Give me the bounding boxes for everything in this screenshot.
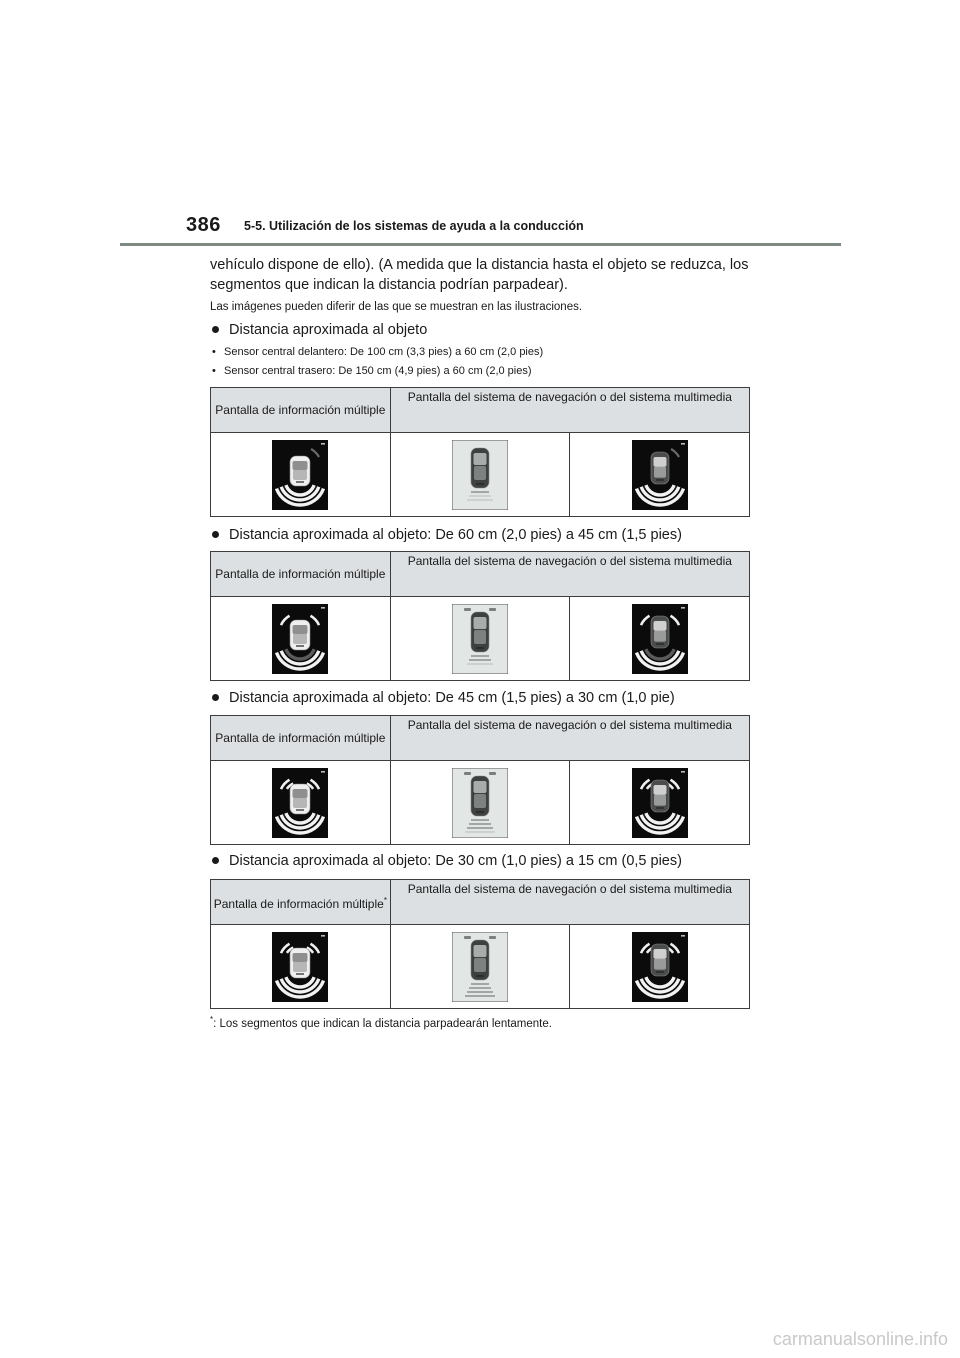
car-icon [471, 612, 489, 652]
car-icon [651, 780, 669, 812]
indicator-table [210, 715, 750, 845]
parking-sensor-nav-dark-display [632, 768, 688, 838]
car-roof [474, 630, 486, 644]
navigation-display-cell-dark [570, 761, 750, 845]
display-indicator [681, 607, 685, 609]
bullet-icon [212, 857, 219, 864]
bullet-item [212, 365, 532, 377]
parking-sensor-dark-display [272, 604, 328, 674]
car-roof [474, 466, 486, 480]
header-rule [120, 243, 841, 246]
car-roof [654, 630, 666, 641]
watermark: carmanualsonline.info [772, 1329, 948, 1349]
section-heading [210, 322, 427, 338]
car-windshield [473, 453, 486, 465]
front-sensor-segment [489, 936, 496, 939]
display-indicator [321, 935, 325, 937]
car-windshield [653, 949, 666, 959]
car-icon [651, 616, 669, 648]
header-navigation-display [390, 716, 749, 761]
multi-info-display-cell [211, 597, 391, 681]
header-multi-info-display [211, 716, 391, 761]
header-multi-info-display [211, 880, 391, 925]
footnote-mark: * [210, 1015, 214, 1024]
section-heading [210, 527, 682, 543]
front-sensor-segment [464, 772, 471, 775]
navigation-display-cell [390, 433, 570, 517]
car-windshield [653, 785, 666, 795]
multi-info-display-cell [211, 761, 391, 845]
car-roof [293, 469, 307, 480]
section-title: 5-5. Utilización de los sistemas de ayuda a la conducción [244, 219, 584, 233]
footnote-mark: * [383, 895, 387, 905]
car-windshield [293, 953, 308, 962]
parking-sensor-nav-dark-display [632, 440, 688, 510]
car-icon [471, 448, 489, 488]
car-icon [290, 948, 310, 978]
parking-sensor-dark-display [272, 768, 328, 838]
header-multi-info-display [211, 552, 391, 597]
header-label: Pantalla de información múltiple [215, 730, 386, 745]
navigation-display-cell [390, 761, 570, 845]
display-indicator [681, 443, 685, 445]
header-multi-info-display [211, 388, 391, 433]
car-windshield [293, 461, 308, 470]
section-heading [210, 690, 675, 706]
navigation-display-cell [390, 597, 570, 681]
header-navigation-display [390, 880, 749, 925]
multi-info-display-cell [211, 433, 391, 517]
bullet-item [212, 346, 543, 358]
car-icon [471, 776, 489, 816]
parking-sensor-dark-display [272, 932, 328, 1002]
front-sensor-segment [464, 936, 471, 939]
parking-sensor-nav-display [452, 932, 508, 1002]
display-indicator [321, 443, 325, 445]
header-label: Pantalla del sistema de navegación o del sistema multimedia [407, 390, 732, 404]
navigation-display-cell-dark [570, 597, 750, 681]
bullet-icon [212, 326, 219, 333]
section-heading-text: Distancia aproximada al objeto: De 30 cm (1,0 pies) a 15 cm (0,5 pies) [229, 853, 682, 869]
car-icon [290, 456, 310, 486]
navigation-display-cell-dark [570, 433, 750, 517]
header-label: Pantalla de información múltiple [215, 402, 386, 417]
car-icon [290, 784, 310, 814]
section-heading-text: Distancia aproximada al objeto [229, 322, 428, 338]
car-icon [651, 452, 669, 484]
indicator-table [210, 387, 750, 517]
car-icon [471, 940, 489, 980]
front-sensor-segment [489, 772, 496, 775]
header-label: Pantalla del sistema de navegación o del sistema multimedia [407, 554, 732, 568]
bullet-dot: • [212, 365, 216, 377]
car-windshield [473, 781, 486, 793]
bullet-dot: • [212, 346, 216, 358]
intro-line-2: segmentos que indican la distancia podrían parpadear). [210, 277, 568, 293]
header-label: Pantalla del sistema de navegación o del sistema multimedia [407, 718, 732, 732]
header-label: Pantalla de información múltiple [215, 566, 386, 581]
bullet-icon [212, 531, 219, 538]
multi-info-display-cell [211, 925, 391, 1009]
car-windshield [293, 789, 308, 798]
bullet-icon [212, 694, 219, 701]
car-windshield [653, 621, 666, 631]
parking-sensor-nav-display [452, 440, 508, 510]
navigation-display-cell [390, 925, 570, 1009]
parking-sensor-nav-display [452, 768, 508, 838]
car-windshield [293, 625, 308, 634]
car-icon [651, 944, 669, 976]
car-roof [293, 797, 307, 808]
intro-line-1: vehículo dispone de ello). (A medida que la distancia hasta el objeto se reduzca, los [210, 257, 749, 273]
parking-sensor-dark-display [272, 440, 328, 510]
bullet-text: Sensor central delantero: De 100 cm (3,3 pies) a 60 cm (2,0 pies) [224, 346, 544, 358]
car-windshield [653, 457, 666, 467]
car-roof [474, 958, 486, 972]
navigation-display-cell-dark [570, 925, 750, 1009]
footnote-text: : Los segmentos que indican la distancia parpadearán lentamente. [213, 1017, 552, 1030]
header-label: Pantalla de información múltiple [213, 896, 384, 911]
footnote [210, 1015, 552, 1030]
section-heading [210, 853, 682, 869]
car-roof [293, 961, 307, 972]
front-sensor-segment [489, 608, 496, 611]
header-label: Pantalla del sistema de navegación o del sistema multimedia [407, 882, 732, 896]
parking-sensor-nav-dark-display [632, 604, 688, 674]
car-icon [290, 620, 310, 650]
page-number: 386 [186, 214, 221, 236]
header-navigation-display [390, 388, 749, 433]
display-indicator [321, 607, 325, 609]
car-windshield [473, 945, 486, 957]
car-roof [654, 794, 666, 805]
header-navigation-display [390, 552, 749, 597]
car-roof [293, 633, 307, 644]
display-indicator [681, 935, 685, 937]
display-indicator [681, 771, 685, 773]
car-roof [474, 794, 486, 808]
indicator-table [210, 551, 750, 681]
intro-note: Las imágenes pueden diferir de las que se muestran en las ilustraciones. [210, 301, 583, 313]
section-heading-text: Distancia aproximada al objeto: De 60 cm (2,0 pies) a 45 cm (1,5 pies) [229, 527, 682, 543]
car-roof [654, 958, 666, 969]
bullet-text: Sensor central trasero: De 150 cm (4,9 pies) a 60 cm (2,0 pies) [224, 365, 532, 377]
display-indicator [321, 771, 325, 773]
parking-sensor-nav-display [452, 604, 508, 674]
indicator-table [210, 879, 750, 1009]
parking-sensor-nav-dark-display [632, 932, 688, 1002]
section-heading-text: Distancia aproximada al objeto: De 45 cm (1,5 pies) a 30 cm (1,0 pie) [229, 690, 675, 706]
car-windshield [473, 617, 486, 629]
front-sensor-segment [464, 608, 471, 611]
car-roof [654, 466, 666, 477]
